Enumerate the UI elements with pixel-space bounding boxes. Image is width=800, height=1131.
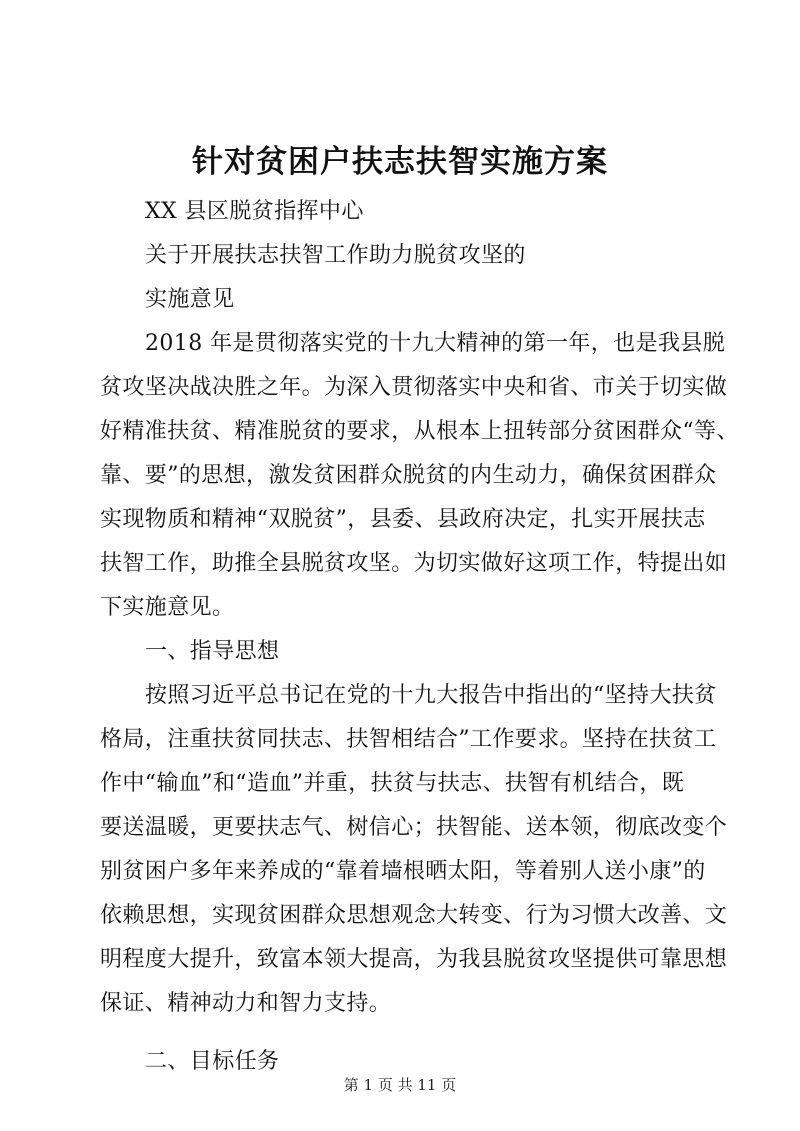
subject-line: 关于开展扶志扶智工作助力脱贫攻坚的 bbox=[145, 243, 526, 268]
paragraph-line: 2018 年是贯彻落实党的十九大精神的第一年，也是我县脱 bbox=[145, 331, 726, 356]
paragraph-line: 按照习近平总书记在党的十九大报告中指出的“坚持大扶贫 bbox=[145, 683, 717, 708]
paragraph-line: 别贫困户多年来养成的“靠着墙根晒太阳，等着别人送小康”的 bbox=[100, 859, 706, 884]
paragraph-line: 好精准扶贫、精准脱贫的要求，从根本上扭转部分贫困群众“等、 bbox=[100, 419, 739, 444]
section-heading-target-tasks: 二、目标任务 bbox=[145, 1049, 280, 1074]
document-title: 针对贫困户扶志扶智实施方案 bbox=[192, 144, 608, 180]
paragraph-line: 格局，注重扶贫同扶志、扶智相结合”工作要求。坚持在扶贫工 bbox=[100, 727, 717, 752]
section-heading-guiding-ideology: 一、指导思想 bbox=[145, 639, 280, 664]
paragraph-line: 贫攻坚决战决胜之年。为深入贯彻落实中央和省、市关于切实做 bbox=[100, 375, 728, 400]
paragraph-line: 靠、要”的思想，激发贫困群众脱贫的内生动力，确保贫困群众 bbox=[100, 463, 717, 488]
document-body bbox=[100, 190, 739, 1084]
paragraph-line: 实现物质和精神“双脱贫”，县委、县政府决定，扎实开展扶志 bbox=[100, 507, 706, 532]
paragraph-line: 明程度大提升，致富本领大提高，为我县脱贫攻坚提供可靠思想 bbox=[100, 947, 728, 972]
paragraph-line: 依赖思想，实现贫困群众思想观念大转变、行为习惯大改善、文 bbox=[100, 903, 728, 928]
paragraph-line: 保证、精神动力和智力支持。 bbox=[100, 991, 392, 1016]
page-number-footer: 第 1 页 共 11 页 bbox=[343, 1076, 457, 1094]
issuer-line: XX 县区脱贫指挥中心 bbox=[145, 199, 364, 224]
paragraph-line: 扶智工作，助推全县脱贫攻坚。为切实做好这项工作，特提出如 bbox=[100, 551, 728, 576]
subject-line-end: 实施意见 bbox=[145, 287, 235, 312]
paragraph-line: 作中“输血”和“造血”并重，扶贫与扶志、扶智有机结合，既 bbox=[100, 771, 685, 796]
paragraph-line: 要送温暖，更要扶志气、树信心；扶智能、送本领，彻底改变个 bbox=[100, 815, 728, 840]
paragraph-line: 下实施意见。 bbox=[100, 595, 235, 620]
